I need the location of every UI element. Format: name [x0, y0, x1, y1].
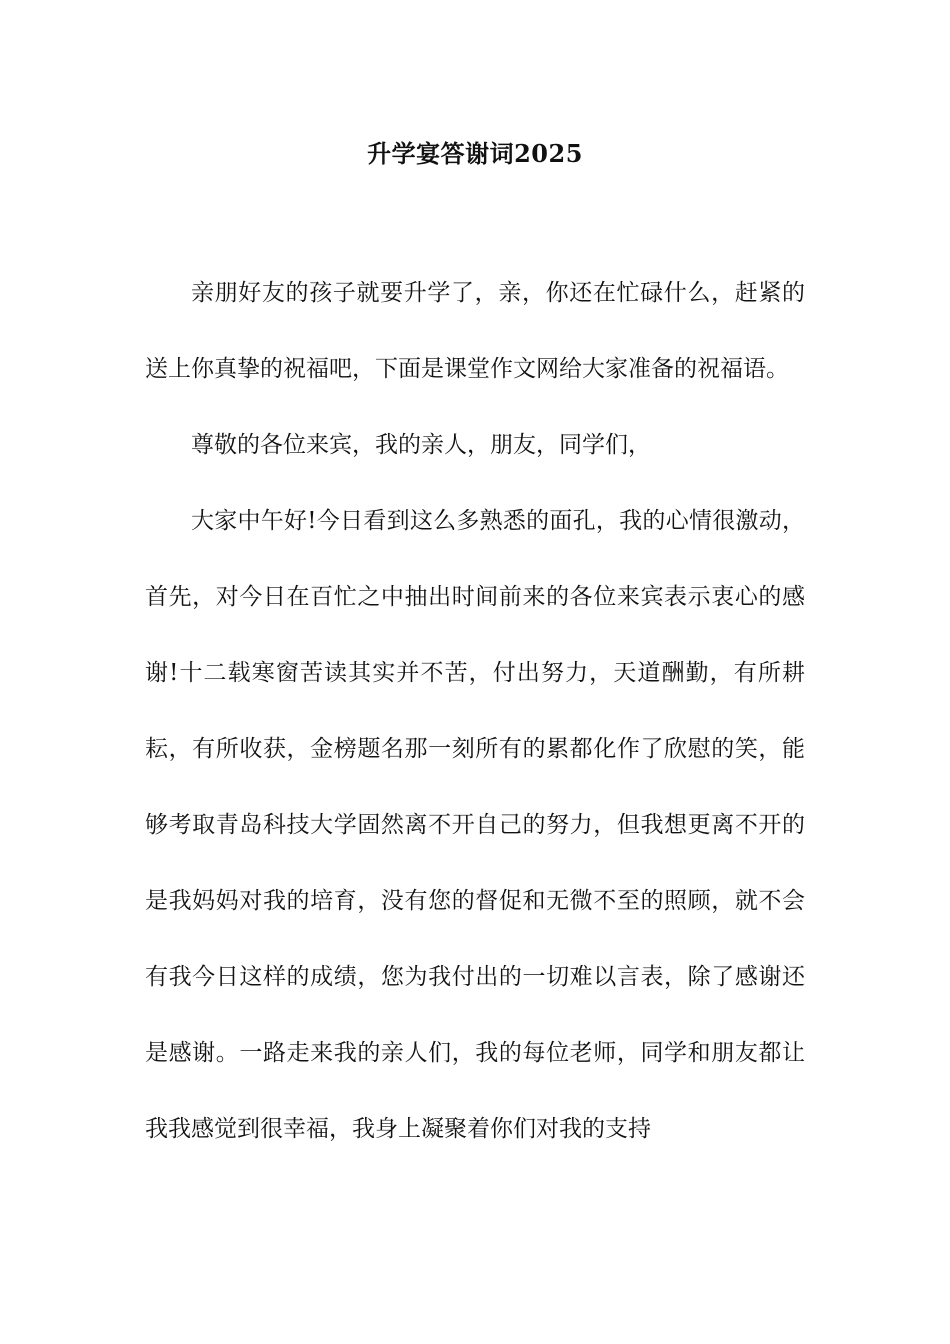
- document-body: [145, 255, 805, 1167]
- paragraph-salutation: 尊敬的各位来宾，我的亲人，朋友，同学们，: [191, 432, 651, 458]
- document-title: 升学宴答谢词2025: [367, 139, 583, 168]
- paragraph-speech: 大家中午好!今日看到这么多熟悉的面孔，我的心情很激动，首先，对今日在百忙之中抽出时间前来的各位来宾表示衷心的感谢!十二载寒窗苦读其实并不苦，付出努力，天道酬勤，有所耕耘，有所收获，金榜题名那一刻所有的累都化作了欣慰的笑，能够考取青岛科技大学固然离不开自己的努力，但我想更离不开的是我妈妈对我的培育，没有您的督促和无微不至的照顾，就不会有我今日这样的成绩，您为我付出的一切难以言表，除了感谢还是感谢。一路走来我的亲人们，我的每位老师，同学和朋友都让我我感觉到很幸福，我身上凝聚着你们对我的支持: [145, 508, 805, 1142]
- paragraph-intro: 亲朋好友的孩子就要升学了，亲，你还在忙碌什么，赶紧的送上你真挚的祝福吧，下面是课堂作文网给大家准备的祝福语。: [145, 280, 805, 382]
